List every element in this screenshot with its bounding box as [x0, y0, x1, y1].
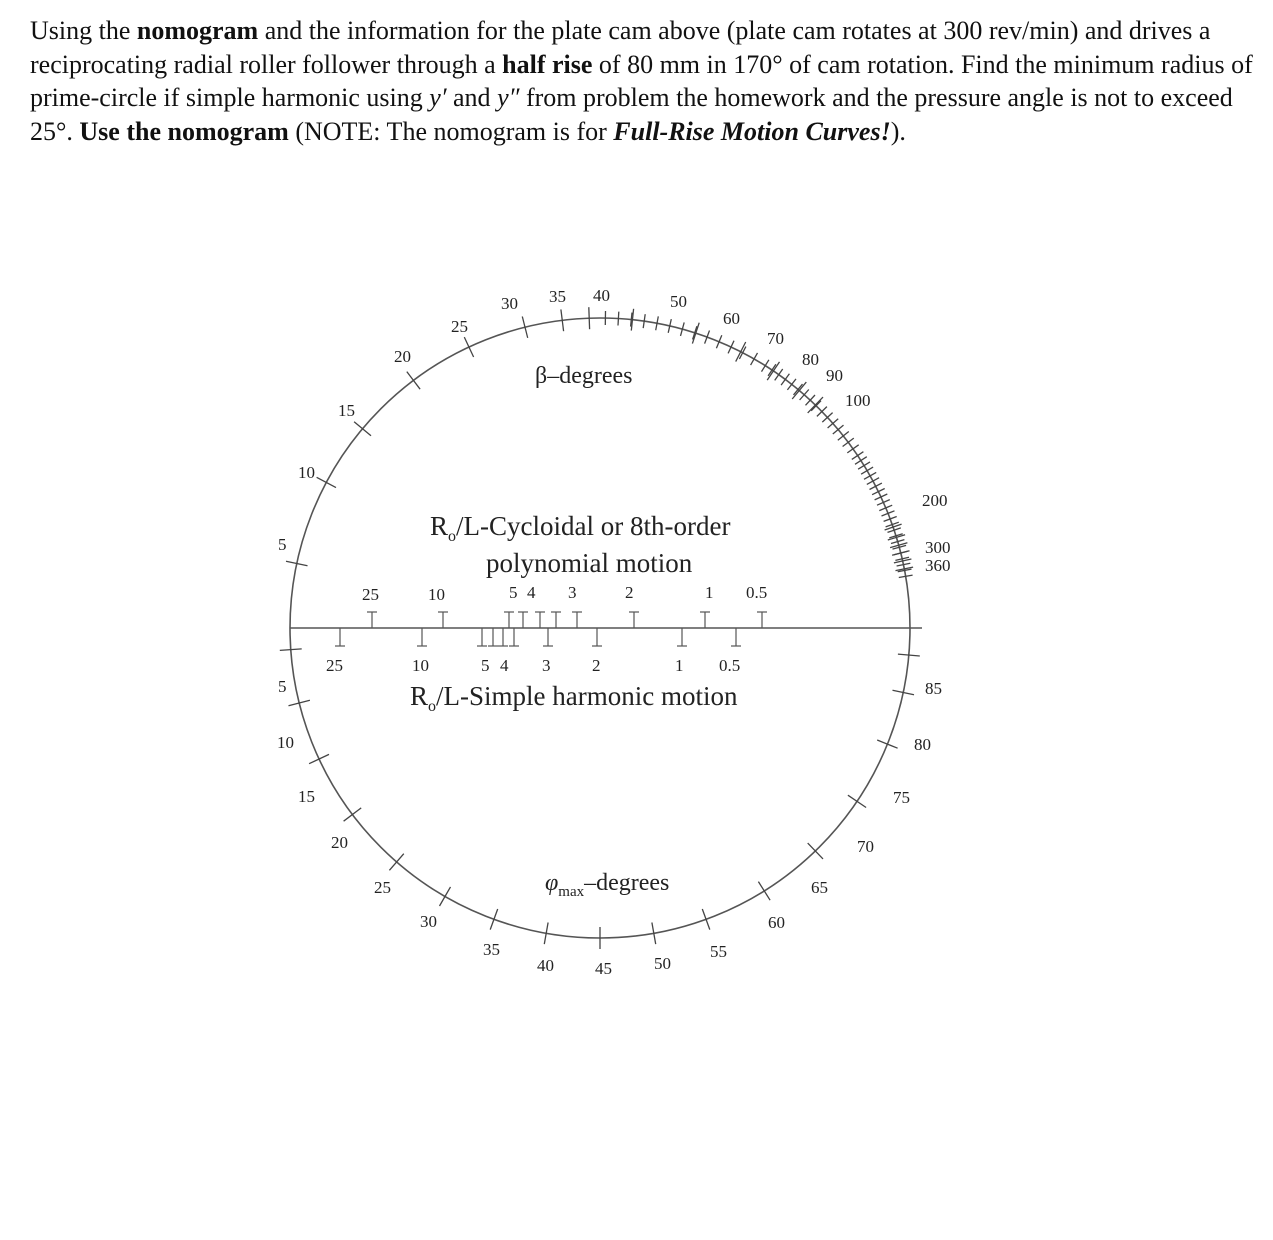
cycloidal-label: 10	[428, 585, 445, 604]
beta-label: 360	[925, 556, 951, 575]
beta-minor-tick	[852, 452, 864, 460]
phi-label: 30	[420, 912, 437, 931]
beta-label: 25	[451, 317, 468, 336]
phi-title-text: –degrees	[584, 870, 670, 896]
cycloidal-label: 3	[568, 583, 577, 602]
beta-minor-tick	[762, 360, 769, 372]
beta-label: 35	[549, 287, 566, 306]
shm-label: 4	[500, 656, 509, 675]
beta-minor-tick	[794, 384, 803, 395]
beta-tick	[354, 422, 371, 436]
problem-bold-use-nomogram: Use the nomogram	[79, 116, 289, 146]
beta-minor-tick	[781, 374, 789, 385]
cycloidal-label: 2	[625, 583, 634, 602]
problem-text: and	[446, 83, 498, 112]
shm-label: 1	[675, 656, 684, 675]
phi-label: 5	[278, 677, 287, 696]
shm-scale-labels	[326, 656, 740, 675]
cycloidal-scale-labels	[362, 583, 767, 604]
beta-tick	[736, 342, 746, 362]
shm-label: 25	[326, 656, 343, 675]
phi-label: 85	[925, 679, 942, 698]
phi-tick	[389, 854, 403, 871]
phi-label: 20	[331, 833, 348, 852]
problem-text: and the information for the plate cam above (plate cam rotates at 300 rev/min) and drives a reciprocating radial roller follower through a	[30, 16, 1211, 79]
beta-tick	[464, 337, 473, 357]
phi-label: 65	[811, 878, 828, 897]
problem-text: of 80 mm in 170° of cam rotation. Find the minimum radius of prime-circle if simple harmonic using	[30, 49, 1253, 112]
phi-tick	[848, 795, 866, 807]
phi-tick	[440, 887, 451, 906]
phi-label: 55	[710, 942, 727, 961]
phi-label: 25	[374, 878, 391, 897]
cycloidal-label: 5	[509, 583, 518, 602]
axis-tick-marks	[335, 612, 767, 646]
beta-label: 80	[802, 350, 819, 369]
beta-minor-tick	[775, 369, 783, 380]
problem-bold-nomogram: nomogram	[136, 16, 259, 45]
beta-tick	[407, 372, 420, 390]
shm-title-text: /L-Simple harmonic motion	[436, 681, 738, 711]
beta-label: 90	[826, 366, 843, 385]
beta-minor-tick	[864, 472, 876, 479]
phi-label: 50	[654, 954, 671, 973]
cycloidal-label: 1	[705, 583, 714, 602]
phi-label: 75	[893, 788, 910, 807]
beta-label: 50	[670, 292, 687, 311]
shm-label: 5	[481, 656, 490, 675]
beta-minor-tick	[847, 445, 858, 453]
problem-bold-italic-full-rise: Full-Rise Motion Curves!	[613, 116, 891, 146]
shm-label: 3	[542, 656, 551, 675]
shm-label: 2	[592, 656, 601, 675]
problem-bold-half-rise: half rise	[502, 49, 593, 79]
cycloidal-title-text: /L-Cycloidal or 8th-order	[456, 511, 731, 541]
problem-italic-y-prime: y′	[429, 83, 447, 112]
cycloidal-title	[430, 511, 730, 545]
beta-label: 100	[845, 391, 871, 410]
beta-tick	[792, 382, 806, 399]
phi-scale-title	[545, 870, 669, 900]
phi-tick	[758, 882, 770, 901]
beta-minor-tick	[728, 341, 734, 354]
beta-minor-tick	[867, 478, 879, 485]
cycloidal-label: 0.5	[746, 583, 768, 602]
cycloidal-r: R	[430, 511, 449, 541]
beta-minor-tick	[838, 432, 849, 441]
beta-label: 70	[767, 329, 784, 348]
beta-scale-title: β–degrees	[535, 363, 633, 389]
phi-label: 45	[595, 959, 612, 978]
beta-label: 5	[278, 535, 287, 554]
shm-title	[410, 681, 738, 715]
shm-r: R	[410, 681, 429, 711]
phi-label: 15	[298, 787, 315, 806]
shm-label: 0.5	[719, 656, 741, 675]
problem-italic-y-double-prime: y″	[497, 83, 520, 112]
phi-scale-labels	[277, 677, 942, 978]
beta-tick	[589, 307, 590, 329]
beta-minor-tick	[618, 312, 619, 326]
beta-minor-tick	[875, 494, 888, 500]
phi-tick	[344, 808, 362, 821]
shm-subscript: o	[428, 698, 437, 715]
phi-symbol: φ	[545, 870, 559, 896]
cycloidal-label: 4	[527, 583, 536, 602]
phi-tick	[309, 754, 329, 763]
phi-label: 10	[277, 733, 294, 752]
beta-label: 300	[925, 538, 951, 557]
phi-subscript: max	[558, 884, 585, 900]
beta-label: 15	[338, 401, 355, 420]
beta-label: 10	[298, 463, 315, 482]
cycloidal-subscript: o	[448, 528, 457, 545]
phi-tick	[280, 649, 302, 651]
beta-label: 40	[593, 286, 610, 305]
beta-minor-tick	[872, 489, 885, 495]
phi-label: 80	[914, 735, 931, 754]
beta-tick	[767, 362, 779, 380]
problem-text: Using the	[30, 16, 137, 45]
phi-label: 60	[768, 913, 785, 932]
problem-text: ).	[890, 116, 906, 146]
beta-minor-tick	[751, 353, 758, 365]
cycloidal-label: 25	[362, 585, 379, 604]
beta-minor-tick	[787, 379, 796, 390]
cycloidal-title-line2: polynomial motion	[486, 548, 693, 578]
phi-tick	[702, 909, 710, 930]
beta-label: 20	[394, 347, 411, 366]
beta-minor-tick	[861, 467, 873, 474]
beta-minor-tick	[858, 462, 870, 469]
beta-label: 60	[723, 309, 740, 328]
beta-minor-tick	[870, 483, 882, 489]
problem-text: from problem the homework and the pressure angle is not to exceed 25°.	[30, 83, 1233, 146]
beta-minor-tick	[855, 457, 867, 465]
phi-tick	[877, 740, 897, 748]
beta-tick	[317, 477, 336, 487]
phi-label: 70	[857, 837, 874, 856]
beta-minor-tick	[843, 438, 854, 446]
beta-minor-tick	[833, 425, 844, 434]
beta-label: 200	[922, 491, 948, 510]
phi-tick	[490, 909, 498, 930]
phi-label: 35	[483, 940, 500, 959]
problem-text: (NOTE: The nomogram is for	[288, 116, 614, 146]
beta-label: 30	[501, 294, 518, 313]
shm-label: 10	[412, 656, 429, 675]
phi-label: 40	[537, 956, 554, 975]
